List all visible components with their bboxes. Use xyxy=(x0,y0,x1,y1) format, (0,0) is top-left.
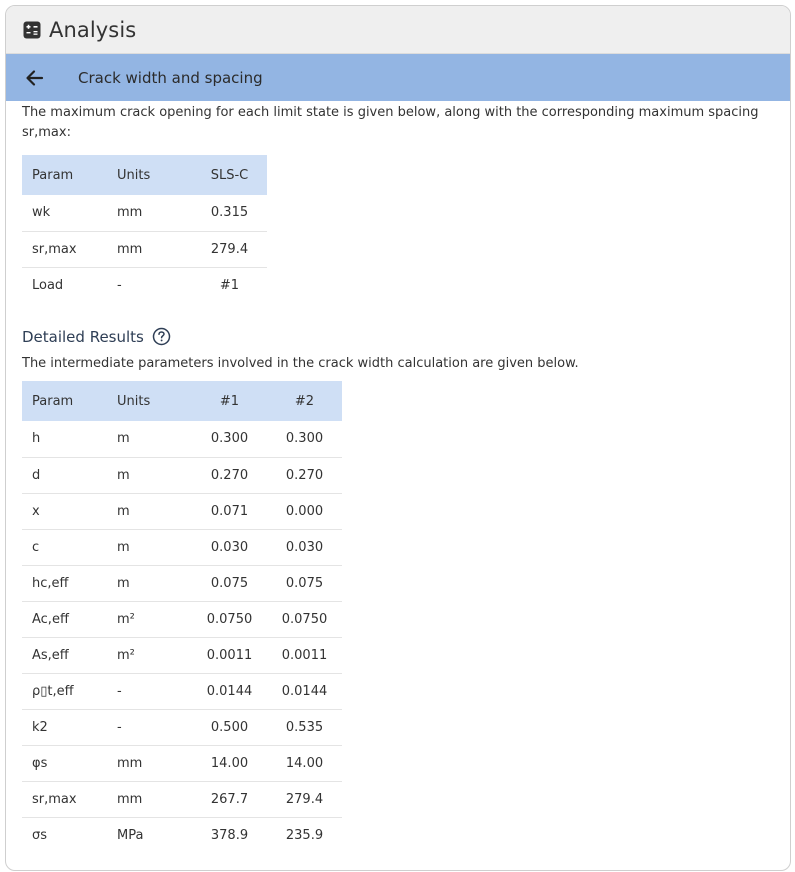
detailed-table xyxy=(22,381,342,853)
cell-param: ρ▯t,eff xyxy=(22,673,107,709)
table-row xyxy=(22,709,342,745)
cell-value-load2: 0.0144 xyxy=(267,673,342,709)
cell-units: m xyxy=(107,529,192,565)
table-row xyxy=(22,565,342,601)
cell-value-load2: 279.4 xyxy=(267,781,342,817)
cell-units: MPa xyxy=(117,827,144,843)
cell-value-load2: 0.0011 xyxy=(267,637,342,673)
cell-param: φs xyxy=(22,745,107,781)
cell-param: k2 xyxy=(22,709,107,745)
table-row xyxy=(22,673,342,709)
analysis-card xyxy=(5,5,791,871)
table-row xyxy=(22,231,267,267)
cell-value-load1: 0.030 xyxy=(192,529,267,565)
cell-value-load1: 0.071 xyxy=(192,493,267,529)
question-circle-icon[interactable] xyxy=(152,327,171,346)
cell-value-load2: 0.030 xyxy=(267,529,342,565)
detailed-header-units: Units xyxy=(107,381,192,421)
cell-param: hc,eff xyxy=(22,565,107,601)
table-row xyxy=(22,637,342,673)
cell-value-load2: 0.075 xyxy=(267,565,342,601)
cell-value-load1: 0.075 xyxy=(192,565,267,601)
cell-units: - xyxy=(117,277,122,293)
cell-param: c xyxy=(22,529,107,565)
cell-value-load1: 14.00 xyxy=(192,745,267,781)
table-row xyxy=(22,421,342,457)
cell-units: m² xyxy=(107,637,192,673)
cell-units: mm xyxy=(107,745,192,781)
cell-value-load2: 235.9 xyxy=(285,827,324,843)
content xyxy=(6,103,790,853)
cell-units: m² xyxy=(107,601,192,637)
cell-units: mm xyxy=(107,231,192,267)
section-title: Crack width and spacing xyxy=(78,68,263,87)
cell-param: As,eff xyxy=(22,637,107,673)
cell-param: sr,max xyxy=(22,231,107,267)
cell-units: - xyxy=(107,709,192,745)
cell-param: wk xyxy=(22,195,107,231)
cell-param: sr,max xyxy=(22,781,107,817)
summary-table xyxy=(22,155,267,303)
arrow-left-icon[interactable] xyxy=(24,67,46,89)
cell-value-load2: 0.535 xyxy=(267,709,342,745)
sub-header xyxy=(6,54,790,101)
cell-value-load2: 0.270 xyxy=(267,457,342,493)
table-row xyxy=(22,529,342,565)
cell-units: m xyxy=(107,493,192,529)
summary-header-row xyxy=(22,155,267,195)
summary-intro: The maximum crack opening for each limit state is given below, along with the corresponding maximum spacing sr,max: xyxy=(22,105,759,140)
page-title: Analysis xyxy=(49,17,137,42)
cell-value-load1: 267.7 xyxy=(192,781,267,817)
detailed-intro: The intermediate parameters involved in the crack width calculation are given below. xyxy=(22,356,579,371)
top-header xyxy=(6,6,790,54)
cell-value-load2: 0.000 xyxy=(267,493,342,529)
cell-param: σs xyxy=(32,827,48,843)
detailed-header-row xyxy=(22,381,342,421)
cell-value-load1: 0.500 xyxy=(192,709,267,745)
cell-units: m xyxy=(107,457,192,493)
table-row xyxy=(22,817,342,853)
detailed-results-heading xyxy=(22,327,774,346)
table-row xyxy=(22,493,342,529)
cell-value-load1: 378.9 xyxy=(210,827,249,843)
cell-param: x xyxy=(22,493,107,529)
table-row xyxy=(22,601,342,637)
table-row xyxy=(22,267,267,303)
cell-units: mm xyxy=(107,195,192,231)
summary-header-param: Param xyxy=(22,155,107,195)
table-row xyxy=(22,781,342,817)
cell-units: m xyxy=(107,421,192,457)
calculator-icon xyxy=(23,21,41,39)
cell-value: 279.4 xyxy=(192,231,267,267)
cell-value-load1: 0.0750 xyxy=(192,601,267,637)
cell-param: Ac,eff xyxy=(22,601,107,637)
cell-param: h xyxy=(22,421,107,457)
table-row xyxy=(22,745,342,781)
cell-value-load1: 0.0144 xyxy=(192,673,267,709)
cell-value: #1 xyxy=(219,277,240,293)
cell-param: d xyxy=(22,457,107,493)
table-row xyxy=(22,457,342,493)
cell-value-load2: 0.300 xyxy=(267,421,342,457)
summary-header-units: Units xyxy=(107,155,192,195)
table-row xyxy=(22,195,267,231)
cell-value-load2: 14.00 xyxy=(267,745,342,781)
cell-units: m xyxy=(107,565,192,601)
detailed-results-title: Detailed Results xyxy=(22,327,144,346)
detailed-header-load1: #1 xyxy=(192,381,267,421)
cell-value-load2: 0.0750 xyxy=(267,601,342,637)
cell-value-load1: 0.300 xyxy=(192,421,267,457)
detailed-header-load2: #2 xyxy=(267,381,342,421)
cell-value-load1: 0.270 xyxy=(192,457,267,493)
cell-value-load1: 0.0011 xyxy=(192,637,267,673)
cell-value: 0.315 xyxy=(192,195,267,231)
cell-param: Load xyxy=(32,277,64,293)
detailed-header-param: Param xyxy=(22,381,107,421)
cell-units: mm xyxy=(107,781,192,817)
summary-header-sls: SLS-C xyxy=(192,155,267,195)
cell-units: - xyxy=(107,673,192,709)
